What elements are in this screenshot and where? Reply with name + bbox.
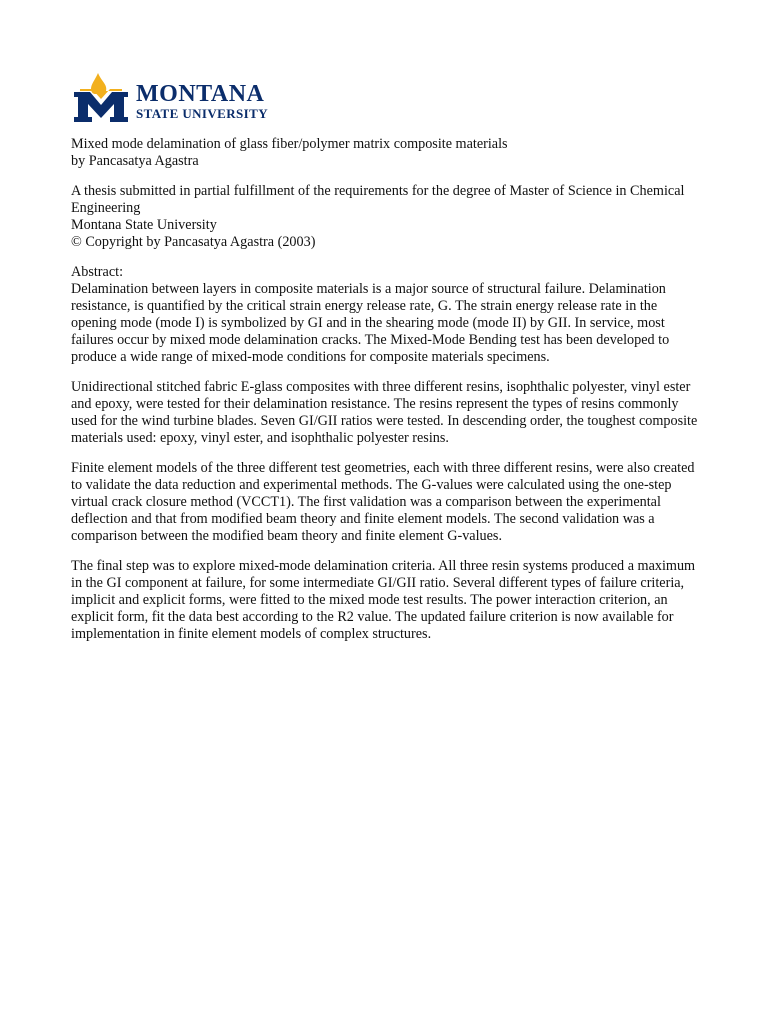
copyright-notice: © Copyright by Pancasatya Agastra (2003)	[71, 234, 316, 250]
abstract-paragraph: Finite element models of the three different test geometries, each with three different resins, were also created to validate the data reduction and experimental methods. The G-values were calculated using the one-step virtual crack closure method (VCCT1). The first validation was a comparison between the experimental deflection and that from modified beam theory and finite element models. The second validation was a comparison between the modified beam theory and finite element G-values.	[71, 460, 695, 544]
logo-wordmark-state-university: STATE UNIVERSITY	[136, 106, 268, 121]
submission-block	[71, 183, 701, 251]
thesis-title: Mixed mode delamination of glass fiber/polymer matrix composite materials	[71, 136, 508, 152]
abstract-label: Abstract:	[71, 264, 124, 280]
title-block	[71, 136, 701, 170]
abstract-paragraph: The final step was to explore mixed-mode delamination criteria. All three resin systems produced a maximum in the GI component at failure, for some intermediate GI/GII ratio. Several different types of failure criteria, implicit and explicit forms, were fitted to the mixed mode test results. The power interaction criterion, an explicit form, fit the data best according to the R2 value. The updated failure criterion is now available for implementation in finite element models of complex structures.	[71, 558, 696, 642]
abstract-paragraph: Unidirectional stitched fabric E-glass composites with three different resins, isophthalic polyester, vinyl ester and epoxy, were tested for their delamination resistance. The resins represent the types of resins commonly used for the wind turbine blades. Seven GI/GII ratios were tested. In descending order, the toughest composite materials used: epoxy, vinyl ester, and isophthalic polyester resins.	[71, 379, 698, 446]
submission-statement: A thesis submitted in partial fulfillment of the requirements for the degree of Master of Science in Chemical Engineering	[71, 183, 685, 216]
university-logo	[70, 72, 270, 124]
document-body	[71, 136, 701, 656]
abstract-paragraph	[71, 264, 701, 366]
submission-university: Montana State University	[71, 217, 217, 233]
abstract-text: Delamination between layers in composite materials is a major source of structural failure. Delamination resistance, is quantified by the critical strain energy release rate, G. The strain energy release rate in the opening mode (mode I) is symbolized by GI and in the shearing mode (mode II) by GII. In service, most failures occur by mixed mode delamination cracks. The Mixed-Mode Bending test has been developed to produce a wide range of mixed-mode conditions for composite materials specimens.	[71, 281, 670, 365]
thesis-author: by Pancasatya Agastra	[71, 153, 199, 169]
logo-wordmark-montana: MONTANA	[136, 81, 265, 107]
msu-m-logo-icon	[70, 72, 132, 124]
